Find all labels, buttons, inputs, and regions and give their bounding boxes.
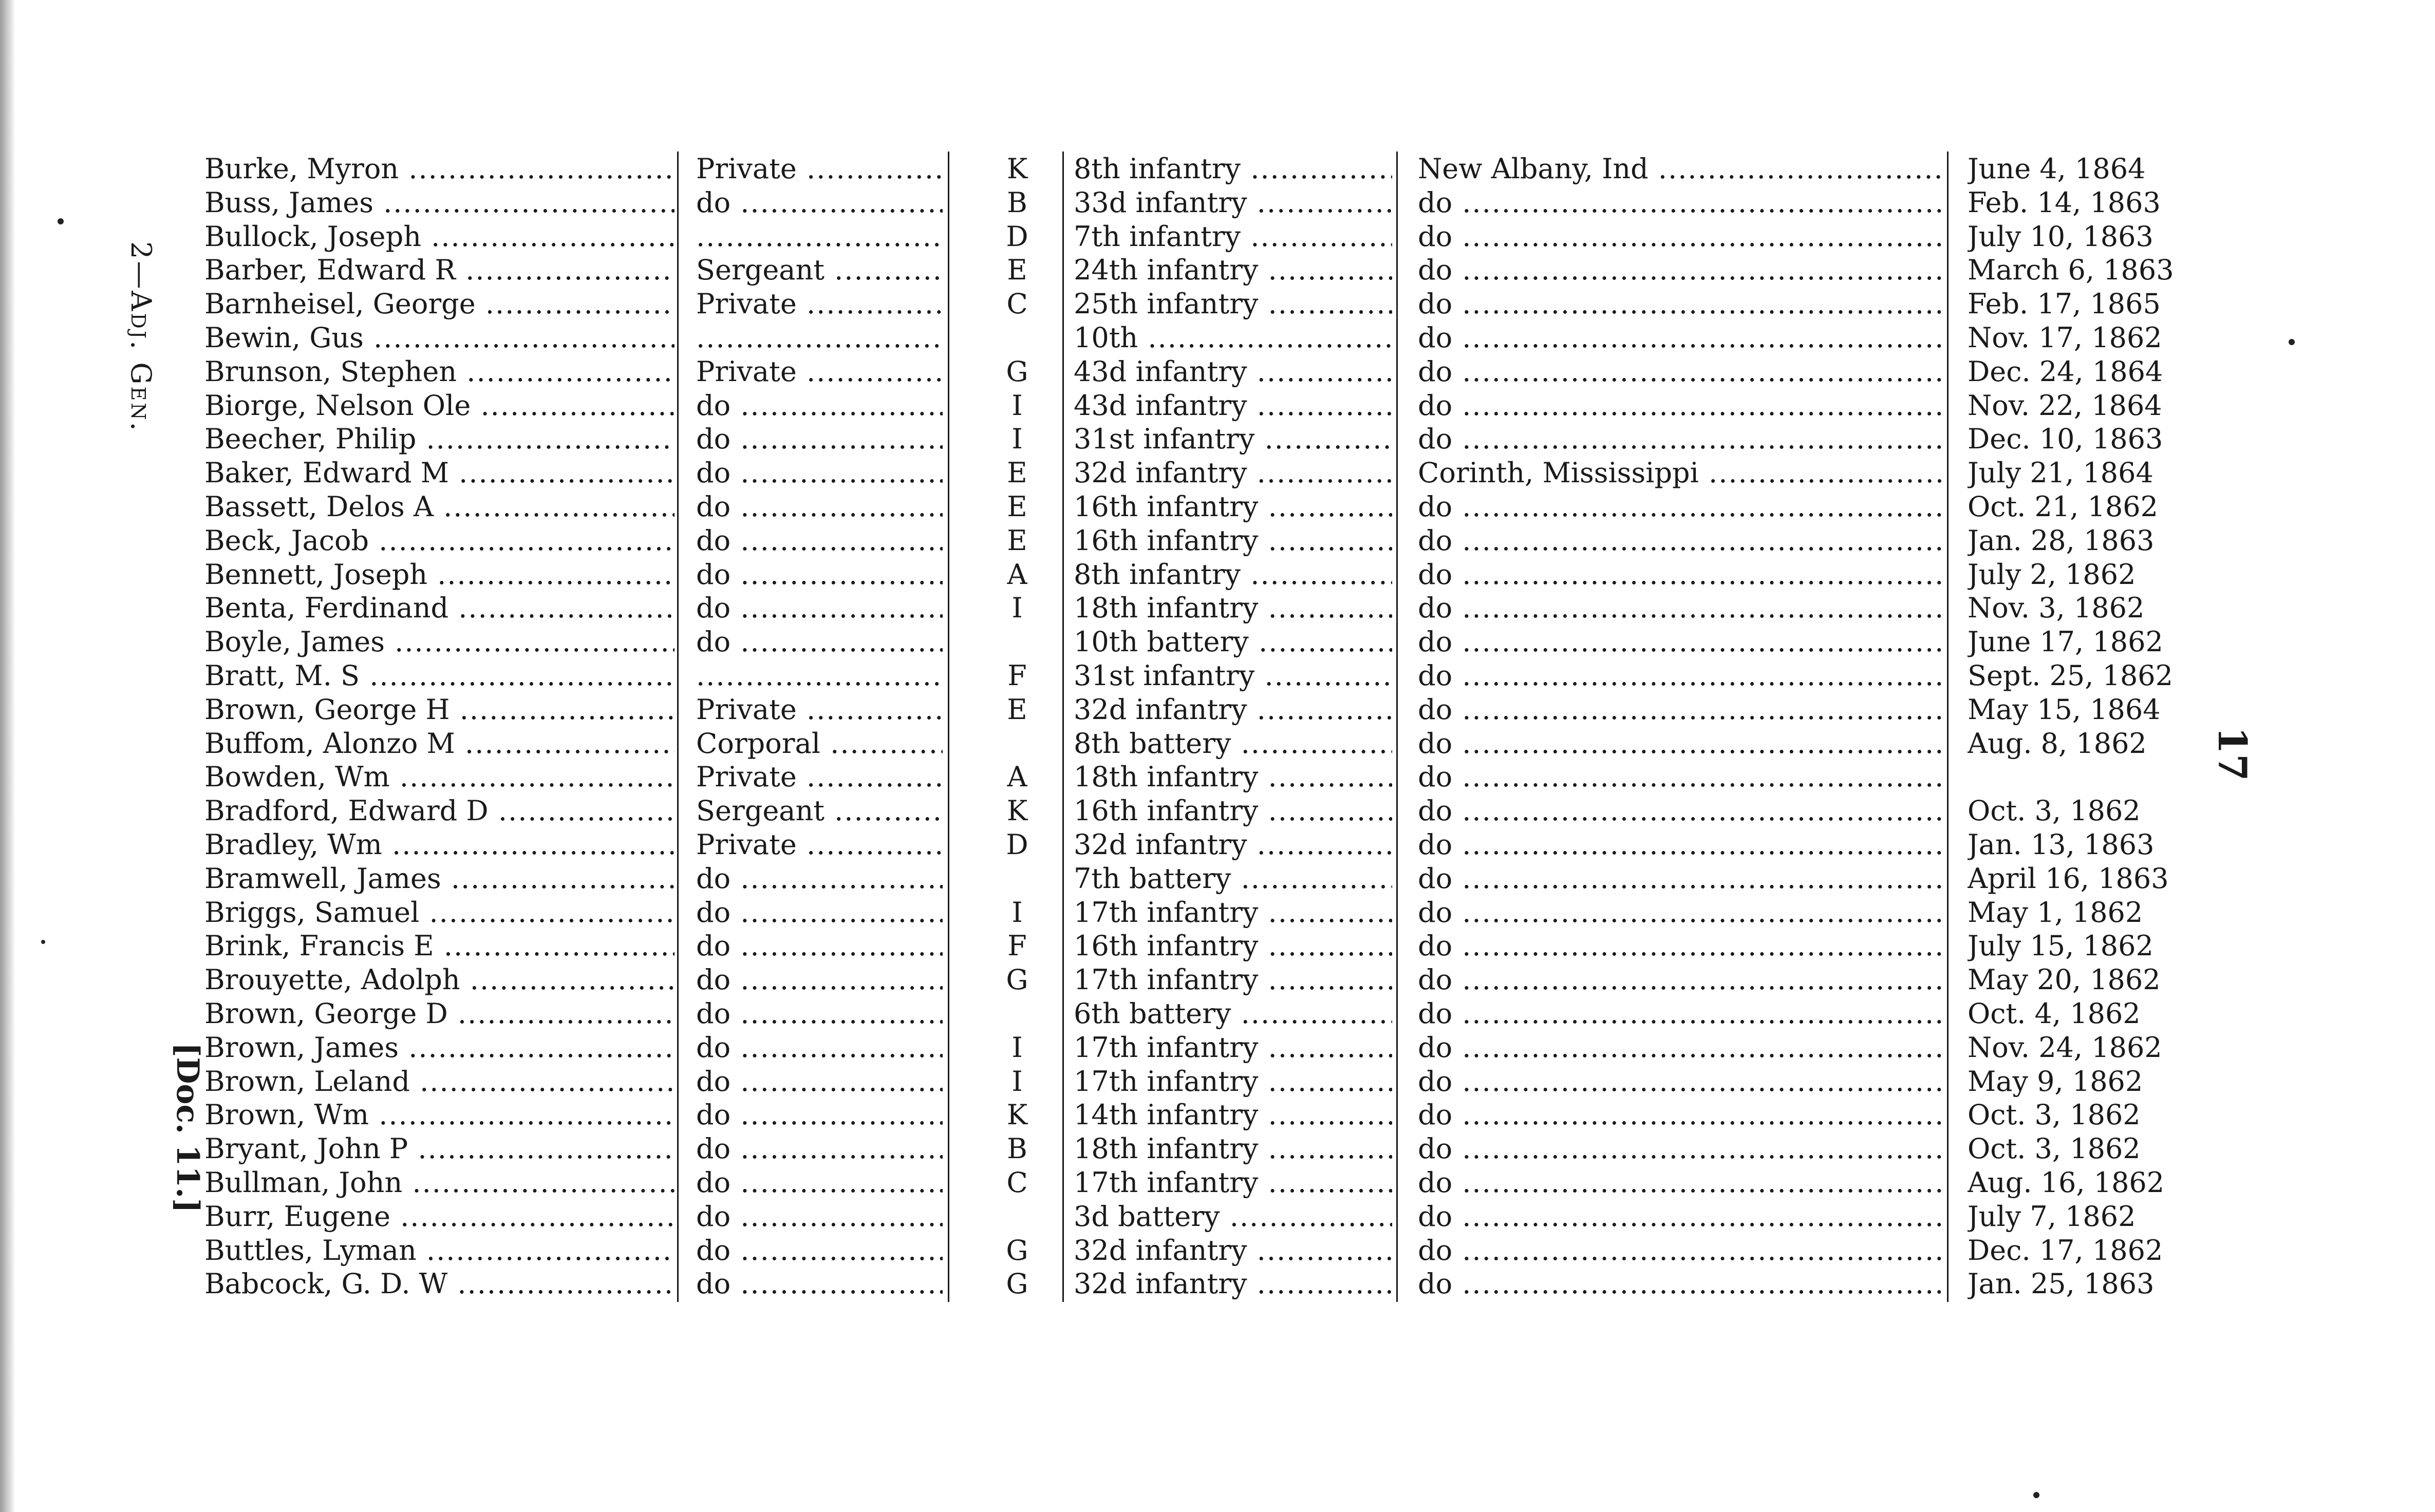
regiment-cell: 8th infantry ..... [1074, 152, 1392, 186]
regiment-cell: 14th infantry ..... [1074, 1098, 1392, 1132]
company-cell: E [1007, 524, 1027, 557]
rank-cell: do ..... [696, 1132, 943, 1166]
regiment-cell: 10th battery ..... [1074, 625, 1392, 659]
company-cell: I [1012, 389, 1023, 422]
rank-cell: do ..... [696, 1267, 943, 1301]
place-cell: do ..... [1418, 727, 1942, 761]
date-cell: Nov. 24, 1862 [1968, 1031, 2162, 1064]
place-cell: do ..... [1418, 693, 1942, 727]
table-row [0, 760, 2435, 794]
company-cell: D [1006, 220, 1028, 253]
place-cell: do ..... [1418, 186, 1942, 220]
place-cell: do ..... [1418, 963, 1942, 997]
date-cell: Feb. 17, 1865 [1968, 288, 2161, 320]
name-cell: Bassett, Delos A ..... [204, 490, 675, 524]
name-cell: Bowden, Wm ..... [204, 760, 675, 794]
regiment-cell: 32d infantry ..... [1074, 1234, 1392, 1268]
regiment-cell: 31st infantry ..... [1074, 422, 1392, 456]
place-cell: do ..... [1418, 220, 1942, 254]
table-row [0, 794, 2435, 828]
place-cell: do ..... [1418, 591, 1942, 625]
name-cell: Buss, James ..... [204, 186, 675, 220]
date-cell: Dec. 10, 1863 [1968, 423, 2163, 456]
company-cell: D [1006, 828, 1028, 861]
rank-cell: do ..... [696, 524, 943, 558]
name-cell: Bratt, M. S ..... [204, 659, 675, 693]
company-cell: F [1007, 659, 1027, 692]
table-row [0, 1234, 2435, 1268]
regiment-cell: 43d infantry ..... [1074, 389, 1392, 423]
name-cell: Babcock, G. D. W ..... [204, 1267, 675, 1301]
rank-cell: do ..... [696, 1098, 943, 1132]
place-cell: do ..... [1418, 1166, 1942, 1200]
date-cell: July 2, 1862 [1968, 558, 2136, 591]
table-row [0, 896, 2435, 930]
name-cell: Bewin, Gus ..... [204, 321, 675, 355]
regiment-cell: 33d infantry ..... [1074, 186, 1392, 220]
table-row [0, 152, 2435, 186]
company-cell: K [1006, 1099, 1028, 1131]
place-cell: do ..... [1418, 1200, 1942, 1234]
place-cell: do ..... [1418, 524, 1942, 558]
regiment-cell: 18th infantry ..... [1074, 760, 1392, 794]
place-cell: do ..... [1418, 659, 1942, 693]
rank-cell: do ..... [696, 591, 943, 625]
regiment-cell: 17th infantry ..... [1074, 896, 1392, 930]
regiment-cell: 16th infantry ..... [1074, 490, 1392, 524]
rank-cell: Private ..... [696, 828, 943, 862]
rank-cell [696, 659, 943, 693]
table-row [0, 220, 2435, 254]
company-cell: K [1006, 795, 1028, 827]
date-cell: Feb. 14, 1863 [1968, 186, 2161, 219]
company-cell: B [1007, 186, 1027, 219]
date-cell: Oct. 21, 1862 [1968, 490, 2159, 523]
regiment-cell: 8th battery ..... [1074, 727, 1392, 761]
place-cell: do ..... [1418, 253, 1942, 287]
company-cell: I [1012, 896, 1023, 929]
rank-cell: Private ..... [696, 760, 943, 794]
table-row [0, 321, 2435, 355]
table-row [0, 524, 2435, 558]
table-row [0, 963, 2435, 997]
table-row [0, 253, 2435, 287]
place-cell: do ..... [1418, 862, 1942, 896]
regiment-cell: 32d infantry ..... [1074, 456, 1392, 490]
rank-cell: do ..... [696, 558, 943, 592]
table-row [0, 591, 2435, 625]
rank-cell: Corporal ..... [696, 727, 943, 761]
company-cell: B [1007, 1132, 1027, 1165]
company-cell: I [1012, 423, 1023, 456]
rank-cell: do ..... [696, 456, 943, 490]
rank-cell: Private ..... [696, 152, 943, 186]
table-row [0, 693, 2435, 727]
company-cell: I [1012, 1031, 1023, 1064]
regiment-cell: 17th infantry ..... [1074, 963, 1392, 997]
table-row [0, 1166, 2435, 1200]
place-cell: do ..... [1418, 1234, 1942, 1268]
name-cell: Brown, Leland ..... [204, 1065, 675, 1099]
regiment-cell: 16th infantry ..... [1074, 524, 1392, 558]
place-cell: do ..... [1418, 997, 1942, 1031]
company-cell: F [1007, 930, 1027, 962]
place-cell: do ..... [1418, 828, 1942, 862]
date-cell: Aug. 16, 1862 [1968, 1166, 2165, 1199]
table-row [0, 659, 2435, 693]
table-row [0, 929, 2435, 963]
side-label-document-number: [Doc. 11.] [170, 1043, 205, 1213]
date-cell: May 15, 1864 [1968, 693, 2161, 726]
name-cell: Bullman, John ..... [204, 1166, 675, 1200]
place-cell: do ..... [1418, 389, 1942, 423]
rank-cell: do ..... [696, 896, 943, 930]
company-cell: E [1007, 693, 1027, 726]
table-row [0, 422, 2435, 456]
date-cell: July 15, 1862 [1968, 930, 2153, 962]
company-cell: I [1012, 1065, 1023, 1098]
rank-cell: do ..... [696, 1166, 943, 1200]
rank-cell: do ..... [696, 1234, 943, 1268]
company-cell: G [1006, 1234, 1028, 1267]
regiment-cell: 8th infantry ..... [1074, 558, 1392, 592]
name-cell: Bullock, Joseph ..... [204, 220, 675, 254]
table-row [0, 625, 2435, 659]
place-cell: do ..... [1418, 760, 1942, 794]
place-cell: do ..... [1418, 1132, 1942, 1166]
name-cell: Brouyette, Adolph ..... [204, 963, 675, 997]
company-cell: E [1007, 490, 1027, 523]
name-cell: Brown, George H ..... [204, 693, 675, 727]
regiment-cell: 6th battery ..... [1074, 997, 1392, 1031]
regiment-cell: 7th infantry ..... [1074, 220, 1392, 254]
date-cell: May 9, 1862 [1968, 1065, 2143, 1098]
date-cell: Nov. 17, 1862 [1968, 322, 2162, 354]
name-cell: Bryant, John P ..... [204, 1132, 675, 1166]
regiment-cell: 43d infantry ..... [1074, 355, 1392, 389]
company-cell: G [1006, 355, 1028, 388]
rank-cell: Sergeant ..... [696, 253, 943, 287]
name-cell: Bradford, Edward D ..... [204, 794, 675, 828]
company-cell: A [1007, 558, 1027, 591]
company-cell: A [1007, 761, 1027, 793]
name-cell: Burr, Eugene ..... [204, 1200, 675, 1234]
table-row [0, 1132, 2435, 1166]
page-number: 17 [2209, 727, 2255, 781]
table-row [0, 490, 2435, 524]
name-cell: Brink, Francis E ..... [204, 929, 675, 963]
rank-cell: do ..... [696, 1031, 943, 1065]
place-cell: do ..... [1418, 896, 1942, 930]
rank-cell: do ..... [696, 389, 943, 423]
table-row [0, 287, 2435, 321]
regiment-cell: 32d infantry ..... [1074, 1267, 1392, 1301]
place-cell: do ..... [1418, 422, 1942, 456]
name-cell: Burke, Myron ..... [204, 152, 675, 186]
company-cell: C [1006, 288, 1028, 320]
table-row [0, 1098, 2435, 1132]
date-cell: Nov. 22, 1864 [1968, 389, 2162, 422]
date-cell: June 17, 1862 [1968, 626, 2163, 658]
rank-cell: do ..... [696, 929, 943, 963]
rank-cell: do ..... [696, 997, 943, 1031]
regiment-cell: 10th ..... [1074, 321, 1392, 355]
rank-cell: Private ..... [696, 355, 943, 389]
name-cell: Beecher, Philip ..... [204, 422, 675, 456]
date-cell: May 20, 1862 [1968, 963, 2161, 996]
table-row [0, 186, 2435, 220]
date-cell: June 4, 1864 [1968, 153, 2146, 185]
place-cell: New Albany, Ind ..... [1418, 152, 1942, 186]
company-cell: C [1006, 1166, 1028, 1199]
rank-cell: do ..... [696, 490, 943, 524]
regiment-cell: 24th infantry ..... [1074, 253, 1392, 287]
rank-cell: do ..... [696, 1065, 943, 1099]
date-cell: Oct. 4, 1862 [1968, 997, 2141, 1030]
side-label-adjutant-general: 2—Adj. Gen. [125, 241, 157, 433]
regiment-cell: 31st infantry ..... [1074, 659, 1392, 693]
company-cell: I [1012, 592, 1023, 625]
name-cell: Bramwell, James ..... [204, 862, 675, 896]
regiment-cell: 16th infantry ..... [1074, 794, 1392, 828]
name-cell: Buttles, Lyman ..... [204, 1234, 675, 1268]
place-cell: do ..... [1418, 558, 1942, 592]
name-cell: Beck, Jacob ..... [204, 524, 675, 558]
name-cell: Barnheisel, George ..... [204, 287, 675, 321]
place-cell: do ..... [1418, 794, 1942, 828]
date-cell: April 16, 1863 [1968, 862, 2169, 895]
place-cell: do ..... [1418, 1267, 1942, 1301]
date-cell: Dec. 17, 1862 [1968, 1234, 2163, 1267]
date-cell: Nov. 3, 1862 [1968, 592, 2145, 625]
rank-cell: Sergeant ..... [696, 794, 943, 828]
place-cell: do ..... [1418, 625, 1942, 659]
place-cell: do ..... [1418, 355, 1942, 389]
rank-cell: do ..... [696, 625, 943, 659]
place-cell: do ..... [1418, 1065, 1942, 1099]
regiment-cell: 18th infantry ..... [1074, 1132, 1392, 1166]
name-cell: Brown, George D ..... [204, 997, 675, 1031]
regiment-cell: 17th infantry ..... [1074, 1166, 1392, 1200]
company-cell: E [1007, 457, 1027, 489]
regiment-cell: 32d infantry ..... [1074, 693, 1392, 727]
date-cell: Jan. 13, 1863 [1968, 828, 2155, 861]
company-cell: E [1007, 254, 1027, 287]
date-cell: Aug. 8, 1862 [1968, 727, 2147, 760]
rank-cell [696, 220, 943, 254]
rank-cell: Private ..... [696, 693, 943, 727]
rank-cell: do ..... [696, 963, 943, 997]
date-cell: Oct. 3, 1862 [1968, 795, 2141, 827]
name-cell: Bradley, Wm ..... [204, 828, 675, 862]
table-row [0, 1267, 2435, 1301]
table-row [0, 1065, 2435, 1099]
place-cell: do ..... [1418, 490, 1942, 524]
place-cell: do ..... [1418, 1098, 1942, 1132]
ink-spot [2033, 1492, 2039, 1498]
table-row [0, 1031, 2435, 1065]
regiment-cell: 17th infantry ..... [1074, 1065, 1392, 1099]
date-cell: Oct. 3, 1862 [1968, 1132, 2141, 1165]
name-cell: Barber, Edward R ..... [204, 253, 675, 287]
date-cell: July 10, 1863 [1968, 220, 2153, 253]
regiment-cell: 18th infantry ..... [1074, 591, 1392, 625]
place-cell: do ..... [1418, 929, 1942, 963]
company-cell: K [1006, 153, 1028, 185]
rank-cell: do ..... [696, 186, 943, 220]
regiment-cell: 25th infantry ..... [1074, 287, 1392, 321]
rank-cell: do ..... [696, 862, 943, 896]
date-cell: July 21, 1864 [1968, 457, 2153, 489]
date-cell: Jan. 28, 1863 [1968, 524, 2155, 557]
regiment-cell: 32d infantry ..... [1074, 828, 1392, 862]
name-cell: Baker, Edward M ..... [204, 456, 675, 490]
table-row [0, 862, 2435, 896]
table-row [0, 456, 2435, 490]
table-row [0, 558, 2435, 592]
company-cell: G [1006, 963, 1028, 996]
name-cell: Bennett, Joseph ..... [204, 558, 675, 592]
place-cell: do ..... [1418, 321, 1942, 355]
regiment-cell: 7th battery ..... [1074, 862, 1392, 896]
date-cell: Oct. 3, 1862 [1968, 1099, 2141, 1131]
place-cell: do ..... [1418, 287, 1942, 321]
date-cell: Dec. 24, 1864 [1968, 355, 2163, 388]
name-cell: Biorge, Nelson Ole ..... [204, 389, 675, 423]
name-cell: Benta, Ferdinand ..... [204, 591, 675, 625]
rank-cell: do ..... [696, 1200, 943, 1234]
name-cell: Brunson, Stephen ..... [204, 355, 675, 389]
company-cell: G [1006, 1268, 1028, 1300]
name-cell: Boyle, James ..... [204, 625, 675, 659]
regiment-cell: 17th infantry ..... [1074, 1031, 1392, 1065]
date-cell: March 6, 1863 [1968, 254, 2174, 287]
name-cell: Briggs, Samuel ..... [204, 896, 675, 930]
table-row [0, 997, 2435, 1031]
table-row [0, 1200, 2435, 1234]
rank-cell [696, 321, 943, 355]
rank-cell: do ..... [696, 422, 943, 456]
name-cell: Brown, James ..... [204, 1031, 675, 1065]
place-cell: Corinth, Mississippi ..... [1418, 456, 1942, 490]
date-cell: Sept. 25, 1862 [1968, 659, 2174, 692]
regiment-cell: 3d battery ..... [1074, 1200, 1392, 1234]
place-cell: do ..... [1418, 1031, 1942, 1065]
name-cell: Brown, Wm ..... [204, 1098, 675, 1132]
table-row [0, 727, 2435, 761]
table-row [0, 828, 2435, 862]
rank-cell: Private ..... [696, 287, 943, 321]
date-cell: May 1, 1862 [1968, 896, 2143, 929]
table-row [0, 355, 2435, 389]
date-cell: July 7, 1862 [1968, 1200, 2136, 1233]
name-cell: Buffom, Alonzo M ..... [204, 727, 675, 761]
regiment-cell: 16th infantry ..... [1074, 929, 1392, 963]
date-cell: Jan. 25, 1863 [1968, 1268, 2155, 1300]
table-row [0, 389, 2435, 423]
